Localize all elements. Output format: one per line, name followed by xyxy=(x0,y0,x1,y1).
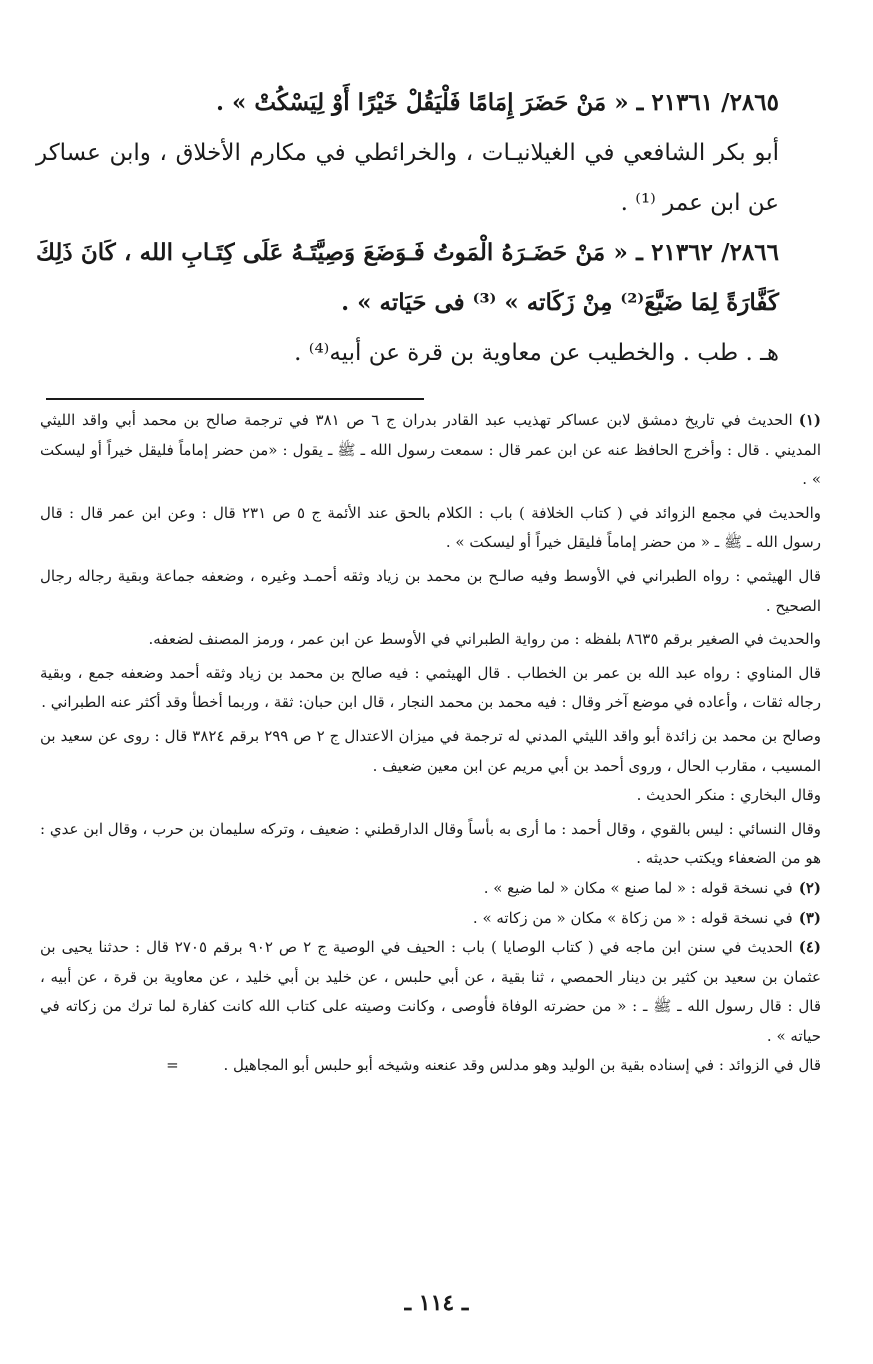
continuation-mark: = xyxy=(166,1056,179,1075)
footnote-text: الحديث في تاريخ دمشق لابن عساكر تهذيب عبد القادر بدران ج ٦ ص ٣٨١ في ترجمة صالح بن محمد أبي واقد الليثي المديني . قال : وأخرج الحافظ عنه عن ابن عمر قال : سمعت رسول الله ـ ﷺ ـ يقول : «من حضر إماماً فليقل خيراً أو ليسكت » . xyxy=(40,411,821,489)
hadith-number: ٢٨٦٦/ ٢١٣٦٢ ـ xyxy=(636,239,779,266)
footnote-1 xyxy=(40,406,821,495)
footnote-text: في نسخة قوله : « لما صنع » مكان « لما ضيع » . xyxy=(483,878,793,897)
hadith-text: « مَنْ حَضَـرَهُ الْمَوتُ فَـوَضَعَ وَصِيَّتَـهُ عَلَى كِتَـابِ الله ، كَانَ ذَلِكَ كَفَّارَةً لِمَا ضَيَّعَ⁽²⁾ مِنْ زَكَاته » ⁽³⁾ فى حَيَاته » . xyxy=(36,239,779,316)
footnote-paragraph: وصالح بن محمد بن زائدة أبو واقد الليثي المدني له ترجمة في ميزان الاعتدال ج ٢ ص ٢٩٩ برقم ٣٨٢٤ قال : روى عن سعيد بن المسيب ، مقارب الحال ، وروى أحمد بن أبي مريم عن ابن معين ضعيف . xyxy=(40,726,822,775)
footnote-marker: (٤) xyxy=(798,938,821,957)
footnote-separator xyxy=(46,398,424,400)
footnote-4 xyxy=(40,933,821,1051)
footnotes xyxy=(40,406,821,1081)
footnote-2 xyxy=(40,874,821,904)
footnote-paragraph: وقال البخاري : منكر الحديث . xyxy=(636,786,821,805)
hadith-source: هـ . طب . والخطيب عن معاوية بن قرة عن أبيه⁽⁴⁾ . xyxy=(294,340,779,366)
hadith-number: ٢٨٦٥/ ٢١٣٦١ ـ xyxy=(636,89,779,116)
footnote-text: الحديث في سنن ابن ماجه في ( كتاب الوصايا ) باب : الحيف في الوصية ج ٢ ص ٩٠٢ برقم ٢٧٠٥ قال : حدثنا يحيى بن عثمان بن سعيد بن كثير بن دينار الحمصي ، ثنا بقية ، عن أبي حلبس ، عن خليد بن أبي خليد ، عن معاوية بن قرة ، عن أبيه ، قال : قال رسول الله ـ ﷺ ـ : « من حضرته الوفاة فأوصى ، وكانت وصيته على كتاب الله كانت كفارة لما ترك من زكاته في حياته » . xyxy=(40,938,821,1045)
footnote-3 xyxy=(40,904,821,934)
footnote-paragraph xyxy=(40,1051,821,1081)
footnote-text: في نسخة قوله : « من زكاة » مكان « من زكاته » . xyxy=(472,908,793,927)
hadith-entry-2865 xyxy=(36,78,821,128)
footnote-paragraph: والحديث في مجمع الزوائد في ( كتاب الخلافة ) باب : الكلام بالحق عند الأئمة ج ٥ ص ٢٣١ قال : وعن ابن عمر قال : قال رسول الله ـ ﷺ ـ « من حضر إماماً فليقل خيراً أو ليسكت » . xyxy=(40,503,821,552)
footnote-paragraph: والحديث في الصغير برقم ٨٦٣٥ بلفظه : من رواية الطبراني في الأوسط عن ابن عمر ، ورمز المصنف لضعفه. xyxy=(148,630,821,649)
footnote-marker: (١) xyxy=(798,411,822,429)
page-number: ـ ١١٤ ـ xyxy=(404,1290,469,1316)
footnote-paragraph: وقال النسائي : ليس بالقوي ، وقال أحمد : ما أرى به بأساً وقال الدارقطني : ضعيف ، وتركه سليمان بن حرب ، وقال ابن عدي : هو من الضعفاء ويكتب حديثه . xyxy=(40,819,821,868)
footnote-marker: (٢) xyxy=(798,878,821,897)
hadith-entry-2866 xyxy=(36,228,821,328)
footnote-paragraph: قال المناوي : رواه عبد الله بن عمر بن الخطاب . قال الهيثمي : فيه صالح بن محمد بن زياد وثقه أحمد وضعفه جمع ، وبقية رجاله ثقات ، وأعاده في موضع آخر وقال : فيه محمد بن محمد النجار ، قال ابن حبان: ثقة ، وربما أخطأ وقد أكثر عنه الطبراني . xyxy=(40,663,821,712)
footnote-paragraph: قال الهيثمي : رواه الطبراني في الأوسط وفيه صالـح بن محمد بن زياد وثقه أحمـد وغيره ، وضعفه جماعة وبقية رجاله رجال الصحيح . xyxy=(40,566,821,615)
footnote-text: قال في الزوائد : في إسناده بقية بن الوليد وهو مدلس وقد عنعنه وشيخه أبو حلبس أبو المجاهيل . xyxy=(223,1056,821,1075)
footnote-marker: (٣) xyxy=(798,908,821,927)
hadith-source: أبو بكر الشافعي في الغيلانيـات ، والخرائطي في مكارم الأخلاق ، وابن عساكر عن ابن عمر ⁽¹⁾ . xyxy=(36,140,779,216)
hadith-text: « مَنْ حَضَرَ إِمَامًا فَلْيَقُلْ خَيْرًا أَوْ لِيَسْكُتْ » . xyxy=(215,89,629,116)
hadith-entries xyxy=(36,78,821,378)
